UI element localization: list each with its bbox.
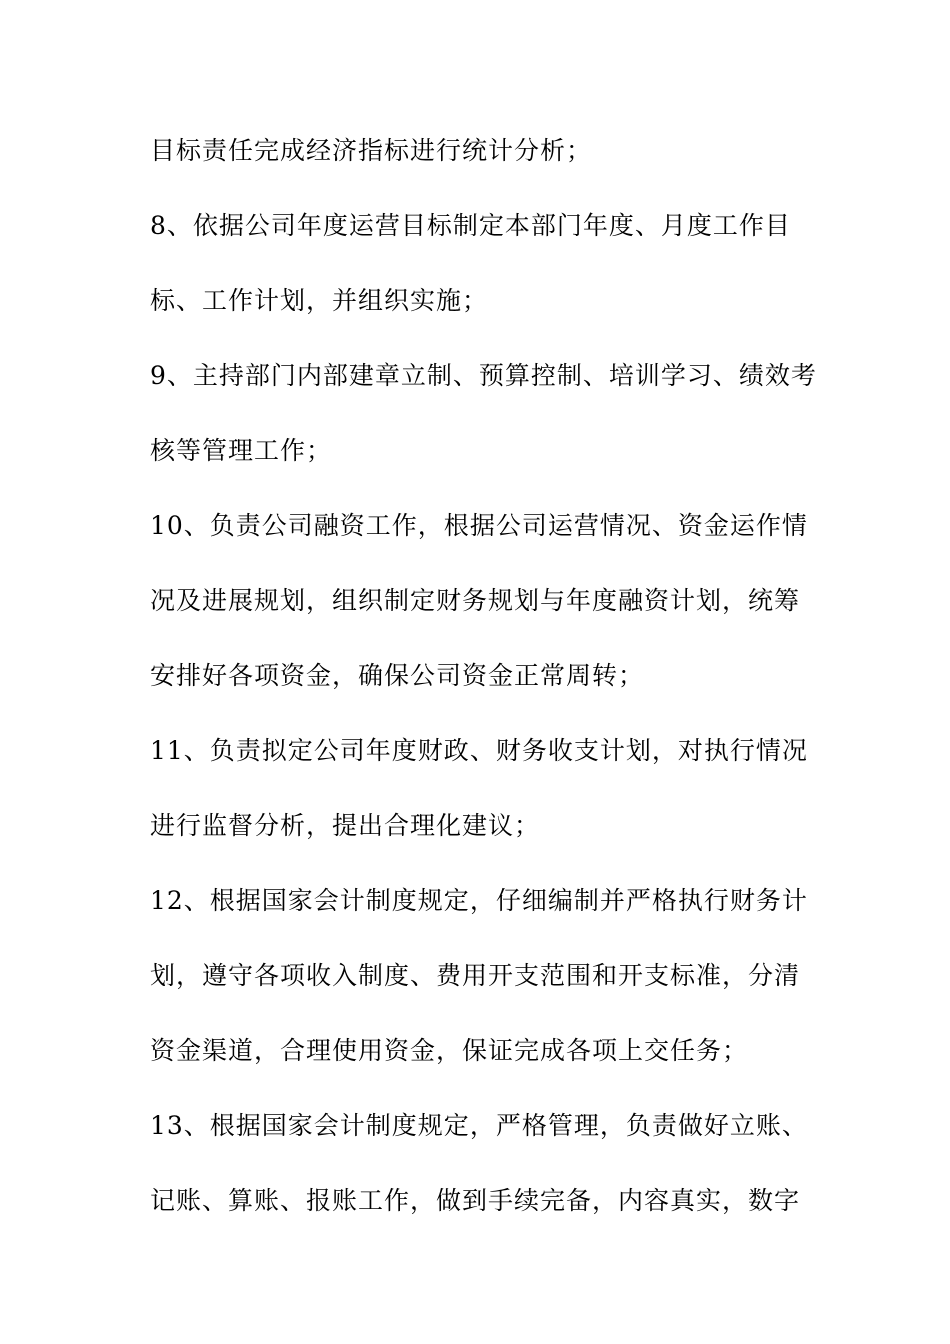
text-line: 安排好各项资金，确保公司资金正常周转； (150, 661, 645, 690)
text-line: 13、根据国家会计制度规定，严格管理，负责做好立账、 (150, 1111, 808, 1140)
text-line: 11、负责拟定公司年度财政、财务收支计划，对执行情况 (150, 736, 808, 765)
text-line: 9、主持部门内部建章立制、预算控制、培训学习、绩效考 (150, 361, 817, 390)
text-line: 资金渠道，合理使用资金，保证完成各项上交任务； (150, 1036, 749, 1065)
text-line: 划，遵守各项收入制度、费用开支范围和开支标准，分清 (150, 961, 801, 990)
text-line: 8、依据公司年度运营目标制定本部门年度、月度工作目 (150, 211, 791, 240)
text-line: 12、根据国家会计制度规定，仔细编制并严格执行财务计 (150, 886, 808, 915)
text-line: 目标责任完成经济指标进行统计分析； (150, 136, 593, 165)
text-line: 10、负责公司融资工作，根据公司运营情况、资金运作情 (150, 511, 808, 540)
text-line: 进行监督分析，提出合理化建议； (150, 811, 541, 840)
text-line: 况及进展规划，组织制定财务规划与年度融资计划，统筹 (150, 586, 801, 615)
text-line: 标、工作计划，并组织实施； (150, 286, 489, 315)
text-line: 核等管理工作； (150, 436, 333, 465)
text-line: 记账、算账、报账工作，做到手续完备，内容真实，数字 (150, 1186, 801, 1215)
